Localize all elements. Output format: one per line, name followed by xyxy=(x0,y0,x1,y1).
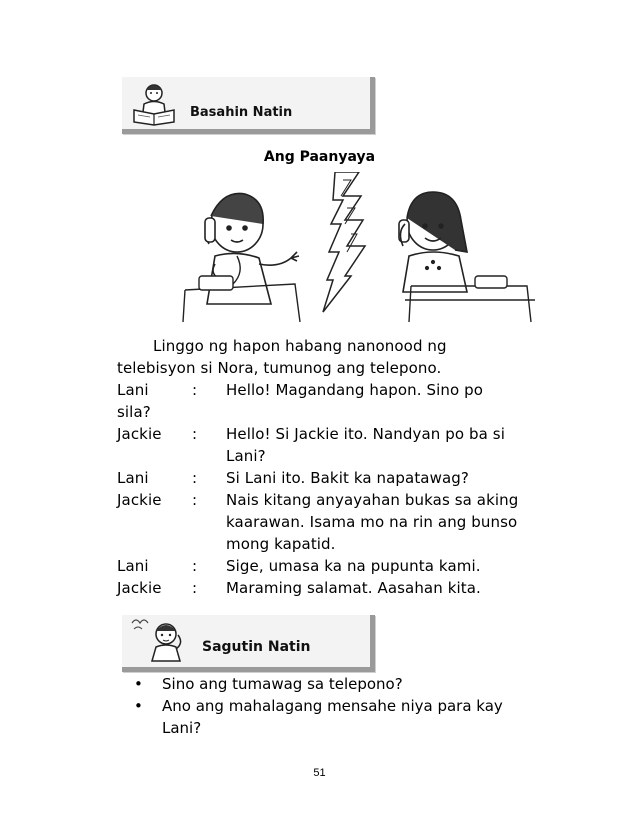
story-title: Ang Paanyaya xyxy=(263,149,376,165)
speaker: Lani xyxy=(117,557,149,575)
banner-label: Sagutin Natin xyxy=(202,639,311,655)
colon: : xyxy=(192,381,198,399)
speaker: Lani xyxy=(117,381,149,399)
dialogue-line: Sige, umasa ka na pupunta kami. xyxy=(226,557,481,575)
lightning-bolt-icon xyxy=(323,172,365,312)
colon: : xyxy=(192,557,198,575)
dialogue-row xyxy=(117,555,577,577)
colon: : xyxy=(192,579,198,597)
page-number: 51 xyxy=(313,767,326,779)
intro-line: Linggo ng hapon habang nanonood ng xyxy=(153,337,447,355)
dialogue-line: mong kapatid. xyxy=(226,535,336,553)
dialogue-line: sila? xyxy=(117,403,151,421)
dialogue-row xyxy=(117,489,577,555)
bullet-icon: • xyxy=(134,697,143,715)
question-line: Lani? xyxy=(162,719,202,737)
dialogue-row xyxy=(117,423,577,467)
thinking-child-icon xyxy=(126,617,196,663)
question-line: Ano ang mahalagang mensahe niya para kay xyxy=(162,697,503,715)
telephone-conversation-illustration xyxy=(175,172,535,322)
dialogue xyxy=(117,379,577,599)
question-line: Sino ang tumawag sa telepono? xyxy=(162,675,403,693)
dialogue-row xyxy=(117,577,577,599)
speaker: Jackie xyxy=(117,579,162,597)
girl-right-figure xyxy=(399,192,467,292)
dialogue-row xyxy=(117,379,577,423)
speaker: Jackie xyxy=(117,491,162,509)
reading-child-icon xyxy=(128,80,184,126)
section-banner-answer xyxy=(122,615,375,672)
intro-line: telebisyon si Nora, tumunog ang telepono. xyxy=(117,359,442,377)
dialogue-line: Nais kitang anyayahan bukas sa aking xyxy=(226,491,519,509)
list-item xyxy=(134,695,574,739)
colon: : xyxy=(192,491,198,509)
dialogue-line: Si Lani ito. Bakit ka napatawag? xyxy=(226,469,469,487)
colon: : xyxy=(192,469,198,487)
bullet-icon: • xyxy=(134,675,143,693)
dialogue-line: Lani? xyxy=(226,447,266,465)
banner-label: Basahin Natin xyxy=(190,105,293,120)
dialogue-line: Hello! Magandang hapon. Sino po xyxy=(226,381,484,399)
dialogue-row xyxy=(117,467,577,489)
speaker: Lani xyxy=(117,469,149,487)
story-intro xyxy=(117,335,577,379)
dialogue-line: Maraming salamat. Aasahan kita. xyxy=(226,579,481,597)
question-list xyxy=(134,673,574,739)
dialogue-line: kaarawan. Isama mo na rin ang bunso xyxy=(226,513,518,531)
speaker: Jackie xyxy=(117,425,162,443)
colon: : xyxy=(192,425,198,443)
section-banner-read xyxy=(122,77,375,134)
list-item xyxy=(134,673,574,695)
dialogue-line: Hello! Si Jackie ito. Nandyan po ba si xyxy=(226,425,505,443)
